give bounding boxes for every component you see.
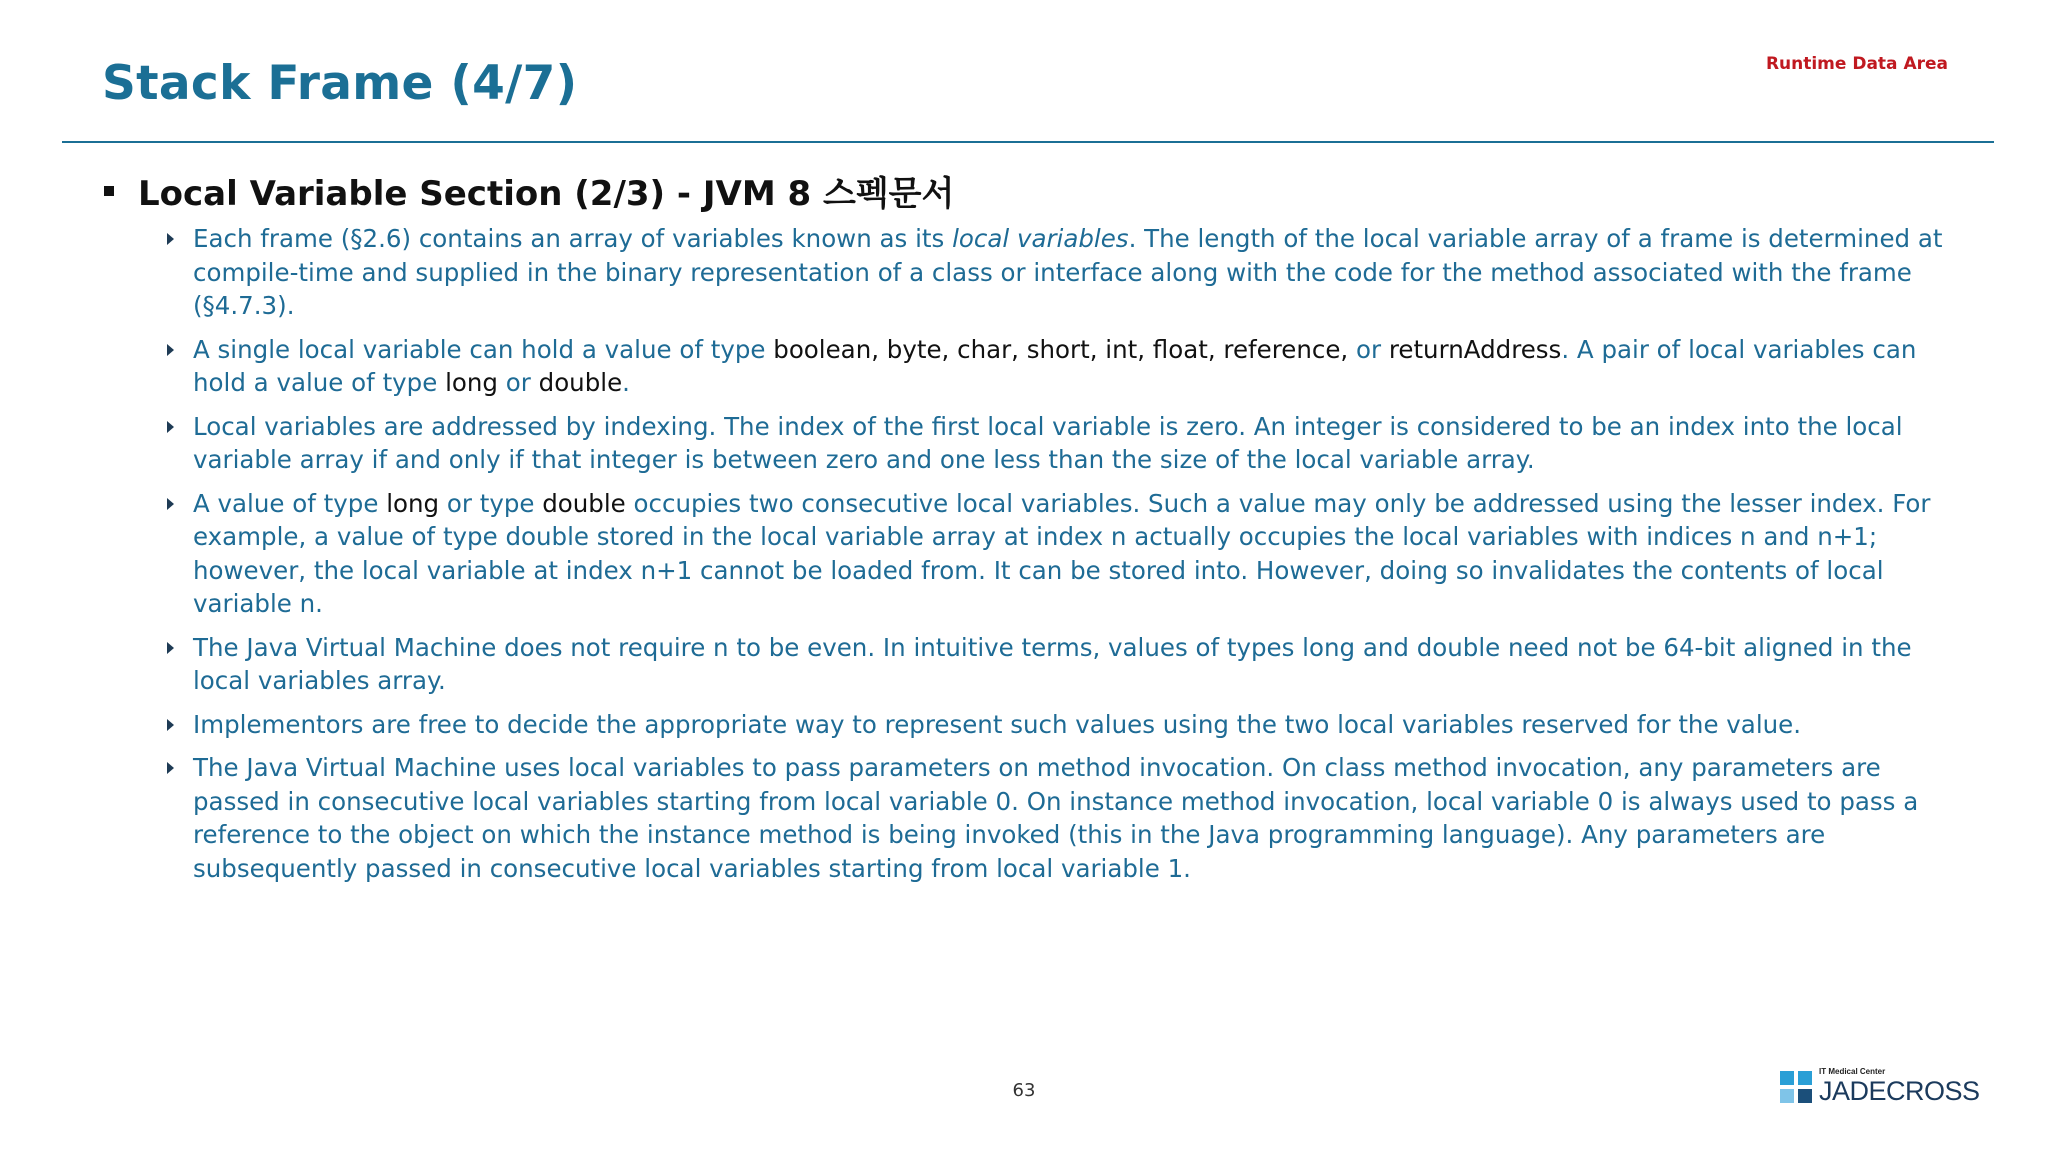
bullet-keyword: boolean, byte, char, short, int, float, reference,: [773, 334, 1349, 364]
bullet-text-italic: local variables: [952, 224, 1129, 253]
bullet-keyword: double: [542, 488, 626, 518]
bullet-text: The Java Virtual Machine uses local variables to pass parameters on method invocation. On class method invocation, any parameters are passed in consecutive local variables starting from local variable 0. On instance method invocation, local variable 0 is always used to pass a reference to the object on which the instance method is being invoked (this in the Java programming language). Any parameters are subsequently passed in consecutive local variables starting from local variable 1.: [193, 753, 1919, 883]
bullet-list: [165, 222, 1963, 895]
bullet-text: . A pair of local variables can hold a value of type: [193, 334, 1917, 397]
section-heading-text: Local Variable Section (2/3) - JVM 8 스펙문서: [138, 174, 955, 214]
slide-title: Stack Frame (4/7): [102, 56, 578, 111]
company-logo: [1780, 1068, 1980, 1105]
logo-squares-icon: [1780, 1071, 1812, 1103]
bullet-text: or: [1348, 334, 1389, 364]
bullet-item: [165, 333, 1963, 400]
bullet-text: Implementors are free to decide the appropriate way to represent such values using the two local variables reserved for the value.: [193, 709, 1802, 739]
bullet-item: [165, 708, 1963, 742]
logo-subtitle: IT Medical Center: [1819, 1067, 1886, 1076]
page-number: 63: [1012, 1080, 1036, 1101]
bullet-text: A value of type: [193, 488, 387, 518]
bullet-text: Local variables are addressed by indexing. The index of the first local variable is zero. An integer is considered to be an index into the local variable array if and only if that integer is between zero and one less than the size of the local variable array.: [193, 411, 1903, 474]
bullet-text: or: [498, 368, 539, 397]
bullet-keyword: returnAddress: [1388, 334, 1562, 364]
bullet-keyword: long: [445, 368, 498, 397]
bullet-text: The Java Virtual Machine does not require n to be even. In intuitive terms, values of types long and double need not be 64-bit aligned in the local variables array.: [193, 632, 1912, 695]
bullet-text: A single local variable can hold a value of type: [193, 334, 774, 364]
bullet-item: [165, 631, 1963, 698]
section-heading: [104, 166, 1954, 215]
bullet-item: [165, 751, 1963, 885]
logo-text: [1819, 1068, 1980, 1105]
square-bullet-icon: [104, 186, 114, 196]
bullet-keyword: long: [386, 488, 440, 518]
section-tag: Runtime Data Area: [1765, 54, 1948, 74]
bullet-keyword: double: [538, 368, 623, 397]
bullet-text: .: [622, 368, 630, 397]
bullet-text: . The length of the local variable array of a frame is determined at compile-time and supplied in the binary representation of a class or interface along with the code for the method associated with the frame (§4.7.3).: [193, 224, 1943, 320]
bullet-text: occupies two consecutive local variables. Such a value may only be addressed using the lesser index. For example, a value of type double stored in the local variable array at index n actually occupies the local variables with indices n and n+1; however, the local variable at index n+1 cannot be loaded from. It can be stored into. However, doing so invalidates the contents of local variable n.: [193, 488, 1931, 618]
title-divider: [62, 141, 1994, 143]
logo-name: JADECROSS: [1819, 1076, 1980, 1106]
bullet-item: [165, 487, 1963, 621]
bullet-item: [165, 222, 1963, 323]
bullet-text: or type: [439, 488, 543, 518]
bullet-item: [165, 410, 1963, 477]
bullet-text: Each frame (§2.6) contains an array of variables known as its: [193, 224, 953, 253]
